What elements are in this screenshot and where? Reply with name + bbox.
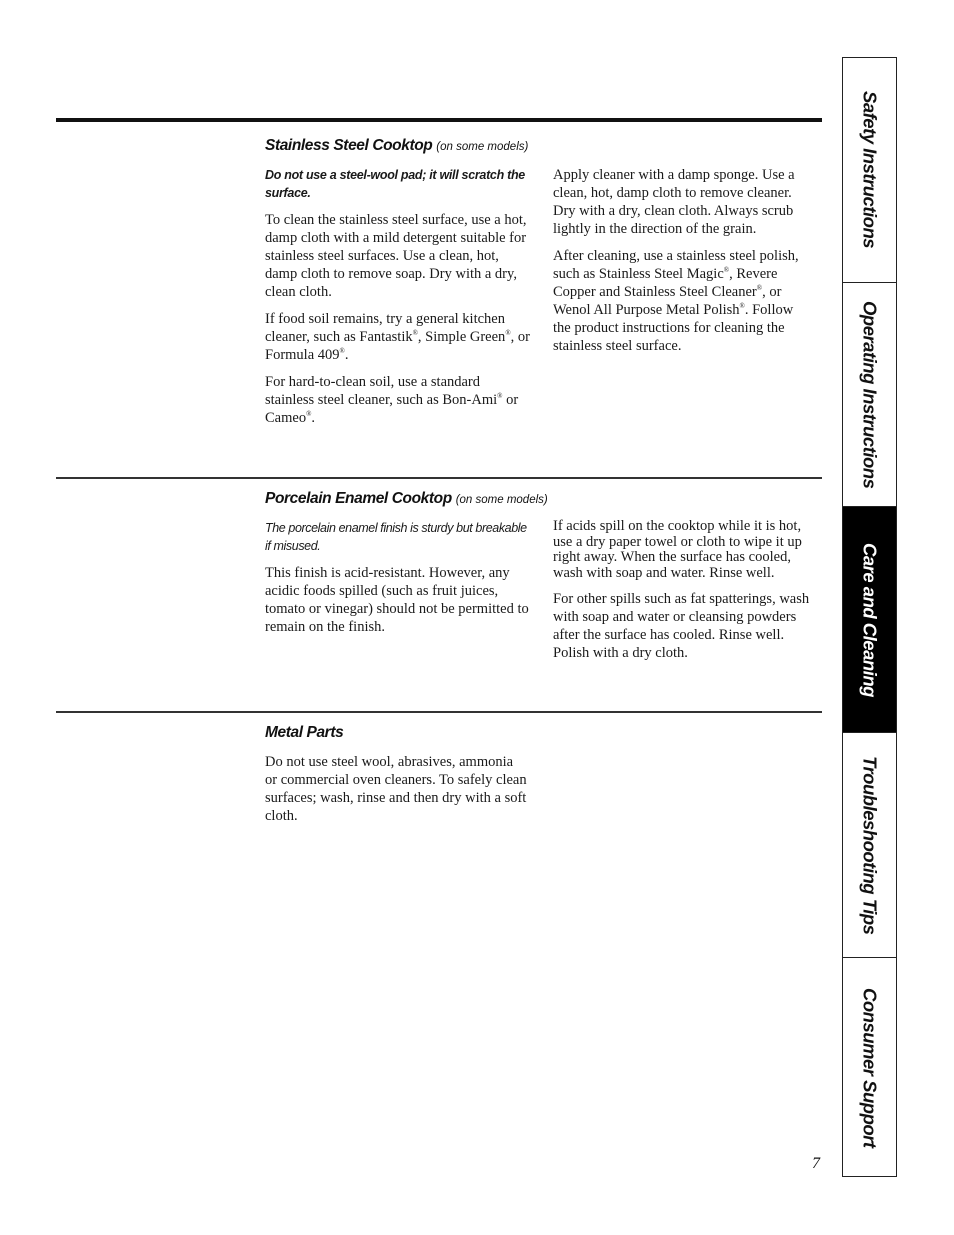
page-number: 7 <box>812 1155 820 1172</box>
metal-paragraph-1: Do not use steel wool, abrasives, ammonia or commercial oven cleaners. To safely clean surfaces; wash, rinse and then dry with a soft cloth. <box>265 754 527 824</box>
stainless-left-column <box>265 166 530 436</box>
tab-label: Troubleshooting Tips <box>859 756 881 935</box>
metal-parts-title: Metal Parts <box>265 724 344 741</box>
porcelain-note: The porcelain enamel finish is sturdy but breakable if misused. <box>265 521 527 553</box>
stainless-paragraph-2: If food soil remains, try a general kitchen cleaner, such as Fantastik®, Simple Green®, or Formula 409®. <box>265 311 530 363</box>
porcelain-paragraph-3: For other spills such as fat spatterings, wash with soap and water or cleansing powders after the surface has cooled. Rinse well. Polish with a dry cloth. <box>553 591 810 661</box>
porcelain-paragraph-1: This finish is acid-resistant. However, any acidic foods spilled (such as fruit juices, tomato or vinegar) should not be permitted to remain on the finish. <box>265 565 529 635</box>
section-tab-strip <box>842 57 897 1177</box>
porcelain-right-column <box>553 519 811 671</box>
tab-label: Care and Cleaning <box>859 543 881 697</box>
tab-care-and-cleaning[interactable] <box>843 506 896 733</box>
tab-label: Operating Instructions <box>859 301 881 489</box>
porcelain-enamel-heading <box>265 490 548 508</box>
stainless-warning: Do not use a steel-wool pad; it will scratch the surface. <box>265 168 525 200</box>
stainless-paragraph-3: For hard-to-clean soil, use a standard stainless steel cleaner, such as Bon-Ami® or Cameo®. <box>265 374 519 426</box>
stainless-paragraph-5: After cleaning, use a stainless steel polish, such as Stainless Steel Magic®, Revere Copper and Stainless Steel Cleaner®, or Wenol All Purpose Metal Polish®. Follow the product instructions for cleaning the stainless steel surface. <box>553 248 799 354</box>
tab-operating-instructions[interactable] <box>843 282 896 507</box>
stainless-paragraph-1: To clean the stainless steel surface, use a hot, damp cloth with a mild detergent suitable for stainless steel surfaces. Use a clean, hot, damp cloth to remove soap. Dry with a dry, clean cloth. <box>265 212 527 300</box>
porcelain-left-column <box>265 519 530 645</box>
tab-label: Safety Instructions <box>859 91 881 249</box>
section-divider-porcelain <box>56 477 822 479</box>
porcelain-enamel-subtitle: (on some models) <box>455 494 548 506</box>
metal-parts-heading <box>265 724 343 742</box>
tab-consumer-support[interactable] <box>843 957 896 1177</box>
tab-troubleshooting-tips[interactable] <box>843 732 896 958</box>
stainless-steel-subtitle: (on some models) <box>436 141 529 153</box>
stainless-steel-title: Stainless Steel Cooktop <box>265 137 433 154</box>
metal-left-column <box>265 753 527 834</box>
section-divider-metal <box>56 711 822 713</box>
porcelain-enamel-title: Porcelain Enamel Cooktop <box>265 490 452 507</box>
porcelain-paragraph-2: If acids spill on the cooktop while it is hot, use a dry paper towel or cloth to wipe it up right away. When the surface has cooled, wash with soap and water. Rinse well. <box>553 518 802 581</box>
tab-safety-instructions[interactable] <box>843 58 896 282</box>
stainless-right-column <box>553 166 811 364</box>
top-rule <box>56 118 822 122</box>
tab-label: Consumer Support <box>859 987 881 1148</box>
stainless-paragraph-4: Apply cleaner with a damp sponge. Use a clean, hot, damp cloth to remove cleaner. Dry with a dry, clean cloth. Always scrub lightly in the direction of the grain. <box>553 167 795 237</box>
stainless-steel-heading <box>265 137 528 155</box>
